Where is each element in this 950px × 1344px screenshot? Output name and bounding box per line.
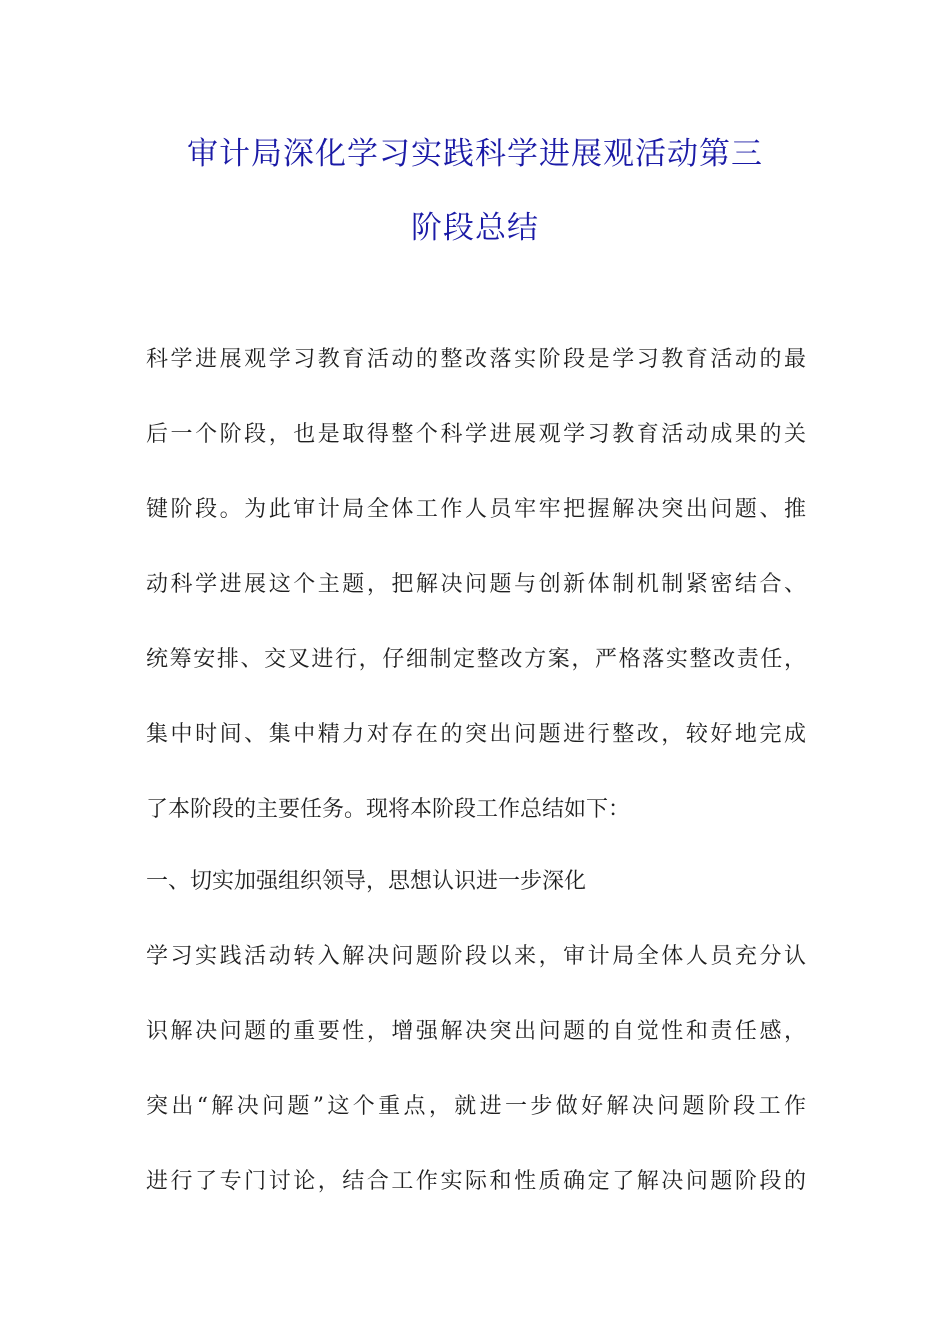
body-text-line: 统筹安排、交叉进行，仔细制定整改方案，严格落实整改责任， <box>146 647 806 672</box>
body-text-line: 后一个阶段，也是取得整个科学进展观学习教育活动成果的关 <box>146 422 806 447</box>
section-heading: 一、切实加强组织领导，思想认识进一步深化 <box>146 869 587 894</box>
body-text-line: 识解决问题的重要性，增强解决突出问题的自觉性和责任感， <box>146 1019 806 1044</box>
body-text-line: 突出“解决问题”这个重点，就进一步做好解决问题阶段工作 <box>146 1094 806 1119</box>
body-text-line: 科学进展观学习教育活动的整改落实阶段是学习教育活动的最 <box>146 347 806 372</box>
body-text-line: 集中时间、集中精力对存在的突出问题进行整改，较好地完成 <box>146 722 806 747</box>
document-title-line-1: 审计局深化学习实践科学进展观活动第三 <box>187 136 763 172</box>
body-text-line: 学习实践活动转入解决问题阶段以来，审计局全体人员充分认 <box>146 944 806 969</box>
body-text-line: 键阶段。为此审计局全体工作人员牢牢把握解决突出问题、推 <box>146 497 806 522</box>
body-text-line: 进行了专门讨论，结合工作实际和性质确定了解决问题阶段的 <box>146 1169 806 1194</box>
body-text-line: 了本阶段的主要任务。现将本阶段工作总结如下： <box>146 797 631 822</box>
document-title-line-2: 阶段总结 <box>411 210 539 246</box>
body-text-line: 动科学进展这个主题，把解决问题与创新体制机制紧密结合、 <box>146 572 806 597</box>
